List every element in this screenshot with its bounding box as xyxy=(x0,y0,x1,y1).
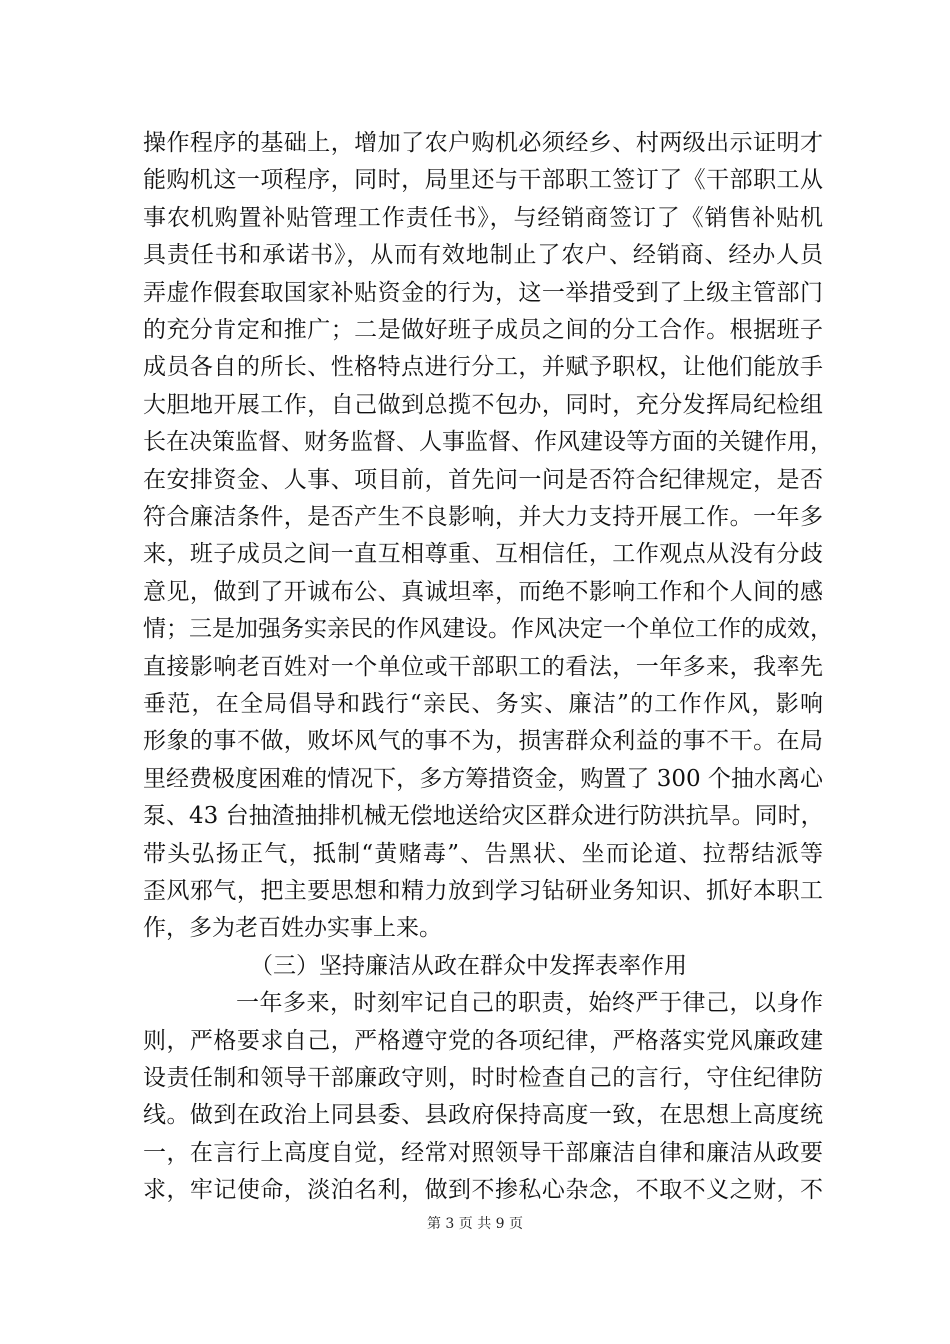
body-line: 来，班子成员之间一直互相尊重、互相信任，工作观点从没有分歧 xyxy=(143,541,823,568)
body-line: 歪风邪气，把主要思想和精力放到学习钻研业务知识、抓好本职工 xyxy=(143,878,823,904)
body-line: 大胆地开展工作，自己做到总揽不包办，同时，充分发挥局纪检组 xyxy=(143,391,823,418)
paragraph-first-line: 一年多来，时刻牢记自己的职责，始终严于律己，以身作 xyxy=(236,990,823,1017)
body-line: 形象的事不做，败坏风气的事不为，损害群众利益的事不干。在局 xyxy=(143,728,823,755)
body-line: 能购机这一项程序，同时，局里还与干部职工签订了《干部职工从 xyxy=(143,167,823,194)
body-line: 线。做到在政治上同县委、县政府保持高度一致，在思想上高度统 xyxy=(143,1102,823,1129)
page-footer: 第 3 页 共 9 页 xyxy=(426,1215,524,1232)
body-line: 泵、43 台抽渣抽排机械无偿地送给灾区群众进行防洪抗旱。同时， xyxy=(143,803,824,830)
section-heading: （三）坚持廉洁从政在群众中发挥表率作用 xyxy=(250,952,687,979)
body-line: 作，多为老百姓办实事上来。 xyxy=(143,915,442,942)
body-line: 设责任制和领导干部廉政守则，时时检查自己的言行，守住纪律防 xyxy=(143,1065,823,1091)
body-line: 具责任书和承诺书》，从而有效地制止了农户、经销商、经办人员 xyxy=(143,242,823,269)
body-line: 则，严格要求自己，严格遵守党的各项纪律，严格落实党风廉政建 xyxy=(143,1027,823,1054)
body-line: 操作程序的基础上，增加了农户购机必须经乡、村两级出示证明才 xyxy=(143,130,823,156)
body-line: 里经费极度困难的情况下，多方筹措资金，购置了 300 个抽水离心 xyxy=(143,765,823,792)
body-line: 情；三是加强务实亲民的作风建设。作风决定一个单位工作的成效， xyxy=(143,616,833,643)
body-line: 事农机购置补贴管理工作责任书》，与经销商签订了《销售补贴机 xyxy=(143,204,823,231)
body-line: 在安排资金、人事、项目前，首先问一问是否符合纪律规定，是否 xyxy=(143,466,823,493)
body-line: 垂范，在全局倡导和践行“亲民、务实、廉洁”的工作作风，影响 xyxy=(143,691,823,717)
body-line: 符合廉洁条件，是否产生不良影响，并大力支持开展工作。一年多 xyxy=(143,504,823,530)
body-line: 弄虚作假套取国家补贴资金的行为，这一举措受到了上级主管部门 xyxy=(143,279,823,306)
body-line: 成员各自的所长、性格特点进行分工，并赋予职权，让他们能放手 xyxy=(143,354,823,381)
body-line: 直接影响老百姓对一个单位或干部职工的看法，一年多来，我率先 xyxy=(143,653,823,680)
body-line: 意见，做到了开诚布公、真诚坦率，而绝不影响工作和个人间的感 xyxy=(143,578,823,605)
body-line: 求，牢记使命，淡泊名利，做到不掺私心杂念，不取不义之财，不 xyxy=(143,1177,823,1204)
body-line: 一，在言行上高度自觉，经常对照领导干部廉洁自律和廉洁从政要 xyxy=(143,1139,823,1166)
body-line: 的充分肯定和推广；二是做好班子成员之间的分工合作。根据班子 xyxy=(143,317,823,343)
body-line: 带头弘扬正气，抵制“黄赌毒”、告黑状、坐而论道、拉帮结派等 xyxy=(143,840,823,867)
body-line: 长在决策监督、财务监督、人事监督、作风建设等方面的关键作用， xyxy=(143,429,833,456)
